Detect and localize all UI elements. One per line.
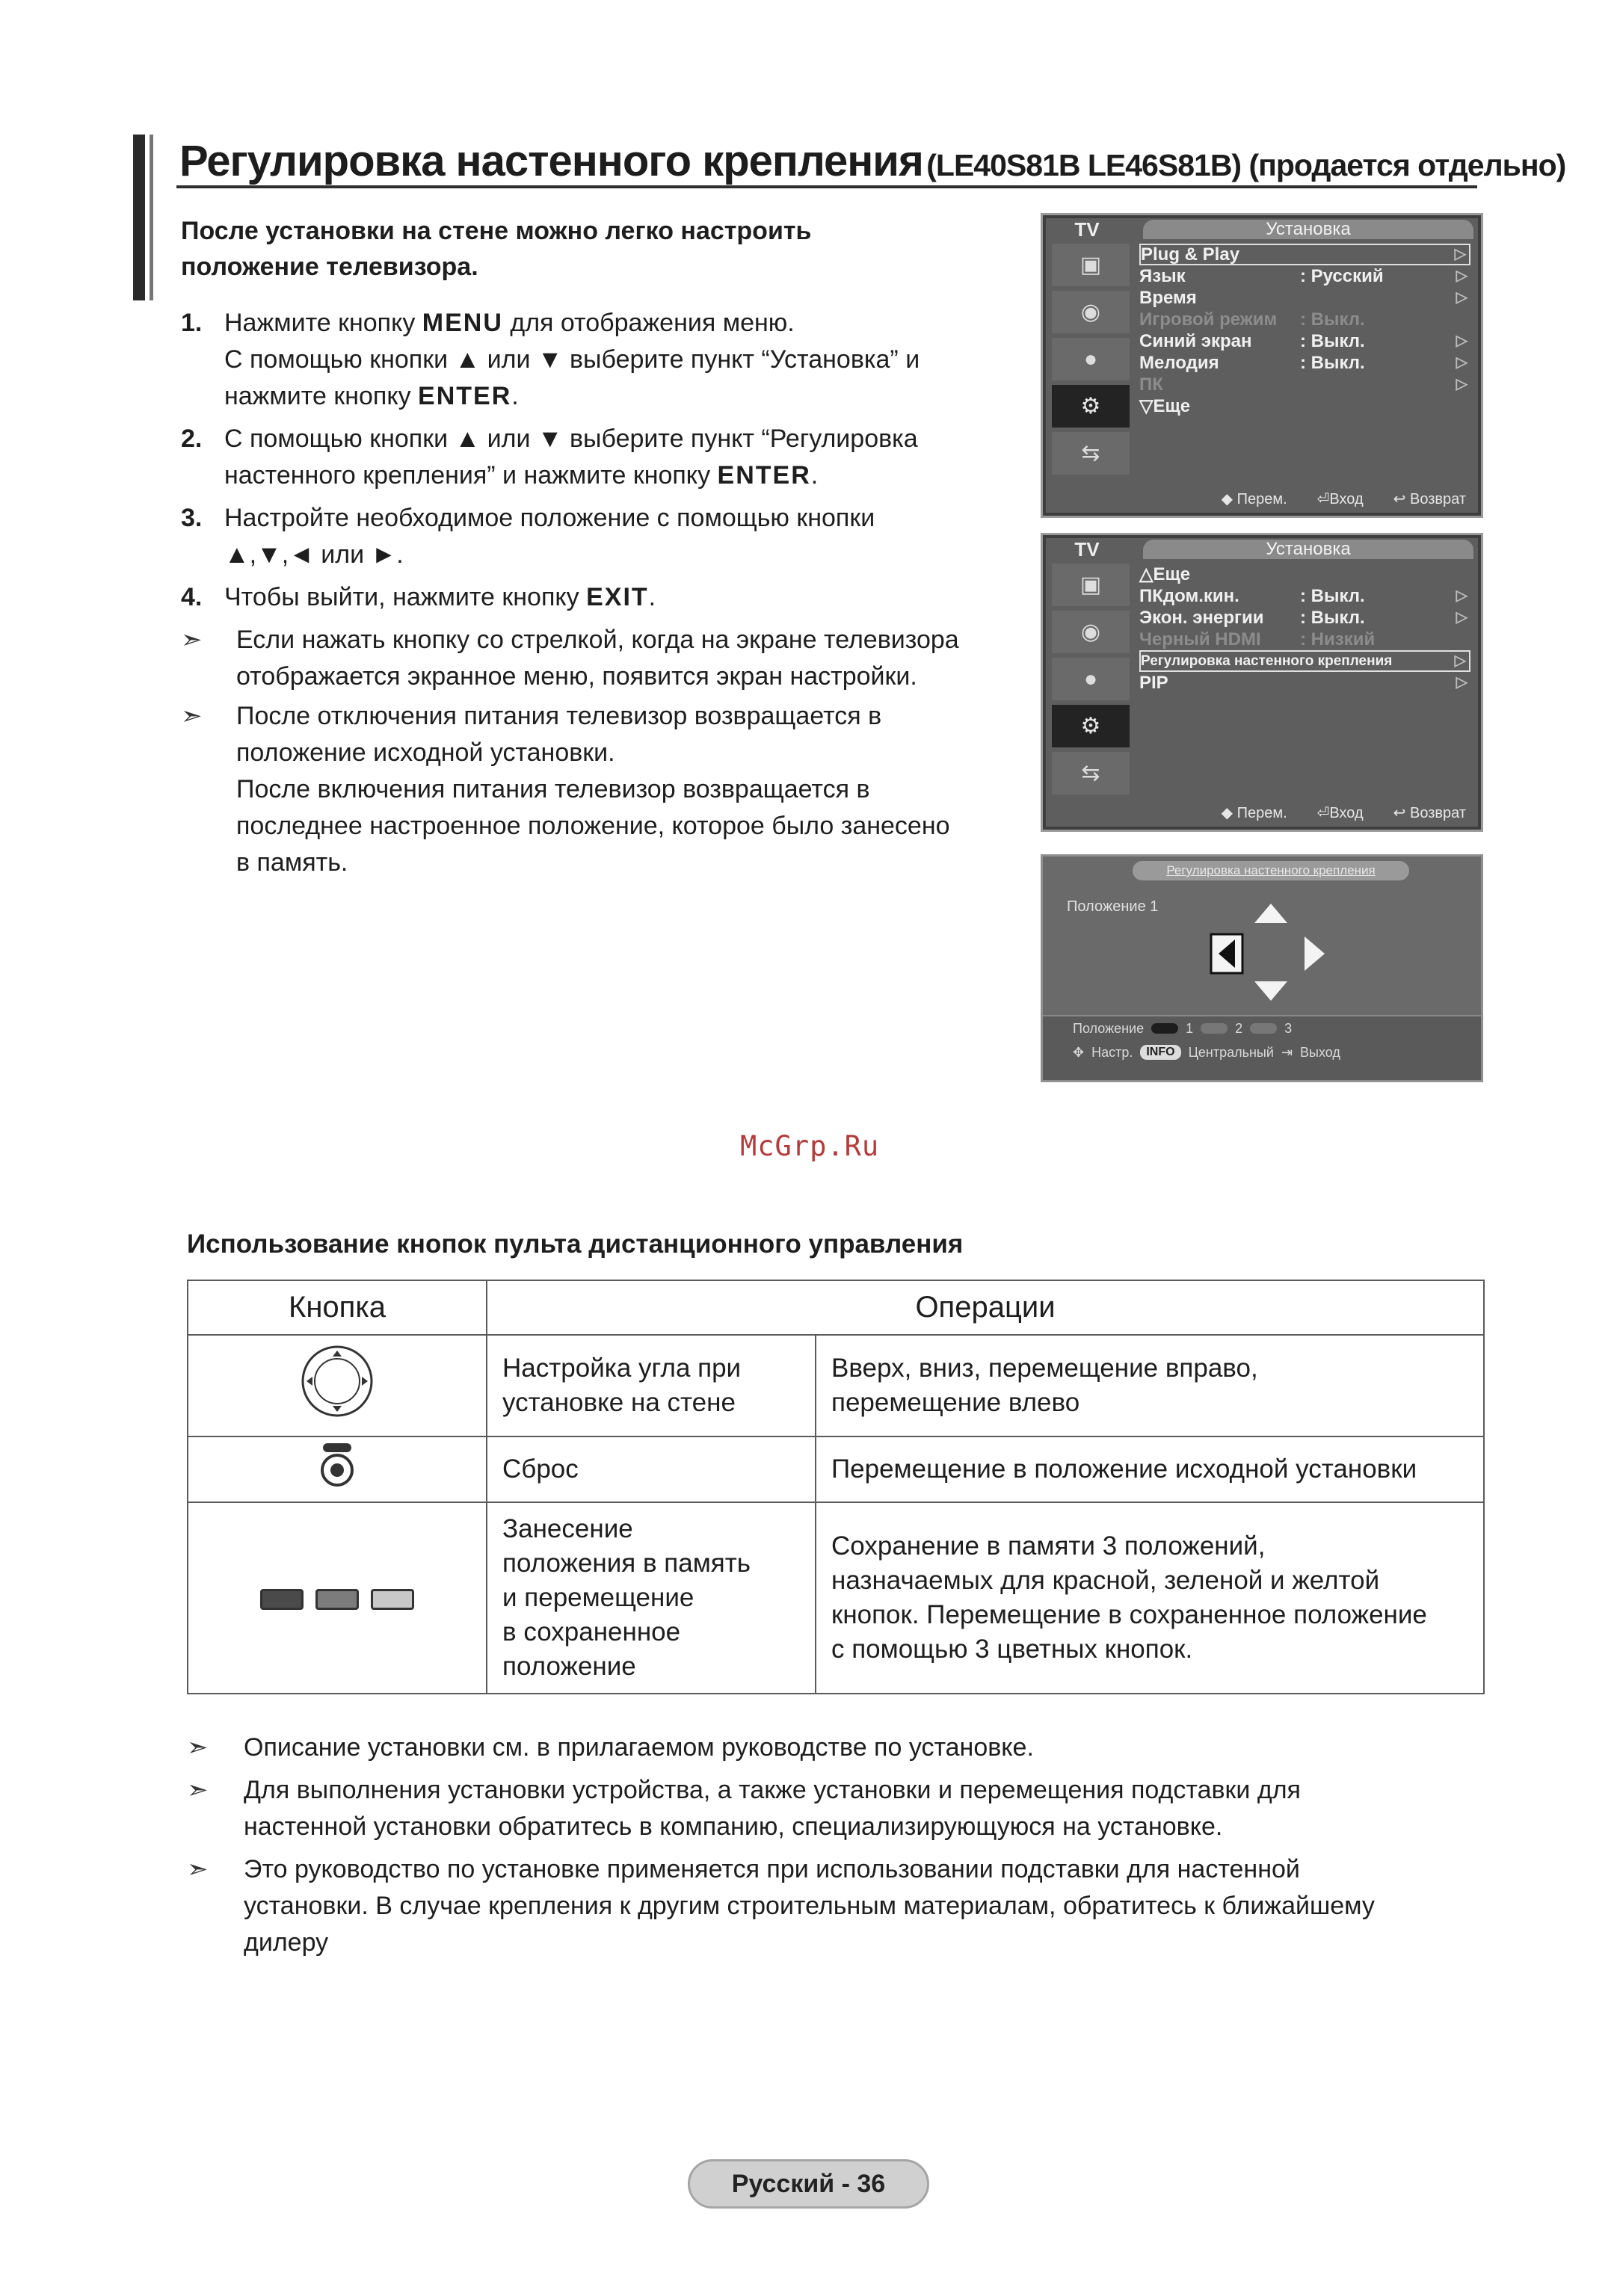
table-row	[188, 1436, 1484, 1502]
note-arrow-icon: ➣	[187, 1776, 209, 1804]
osd-item-pip[interactable]: PIP ▷	[1139, 673, 1467, 693]
red-button-icon	[260, 1589, 304, 1610]
table-cell-description: Сохранение в памяти 3 положений, назначаемых для красной, зеленой и желтой кнопок. Перемещение в сохраненное положение с помощью 3 цветных кнопок.	[816, 1502, 1484, 1694]
setup-icon[interactable]: ⚙	[1052, 385, 1130, 428]
reset-button-icon	[318, 1442, 356, 1488]
note-arrow-icon: ➣	[187, 1733, 209, 1762]
osd-item-time[interactable]: Время ▷	[1139, 288, 1467, 308]
note-text: последнее настроенное положение, которое было занесено	[236, 812, 950, 840]
table-cell-operation: Сброс	[487, 1436, 816, 1502]
step-text: настенного крепления” и нажмите кнопку	[224, 461, 718, 490]
enter-key-label: ENTER	[717, 461, 811, 490]
osd-back-hint: ↩ Возврат	[1393, 490, 1466, 507]
wm-position-label: Положение 1	[1067, 898, 1159, 915]
page-number-badge: Русский - 36	[688, 2159, 929, 2209]
intro-line: положение телевизора.	[181, 253, 478, 281]
exit-key-label: EXIT	[586, 583, 649, 611]
input-icon[interactable]: ⇆	[1052, 752, 1130, 794]
note-text: положение исходной установки.	[236, 738, 615, 767]
step-number: 1.	[181, 309, 203, 337]
table-cell-button	[188, 1436, 487, 1502]
adjust-icon: ✥	[1073, 1044, 1085, 1060]
step-text: .	[810, 461, 819, 490]
osd-item-energy-saving[interactable]: Экон. энергии : Выкл. ▷	[1139, 608, 1467, 628]
wm-direction-arrows	[1204, 898, 1338, 1010]
position-3-pill	[1250, 1023, 1277, 1034]
table-cell-description: Перемещение в положение исходной установки	[816, 1436, 1484, 1502]
direction-pad-icon	[300, 1344, 375, 1419]
note-text: Если нажать кнопку со стрелкой, когда на экране телевизора	[236, 626, 959, 654]
osd-footer	[1052, 487, 1473, 510]
osd-item-plug-and-play[interactable]: Plug & Play ▷	[1139, 244, 1470, 265]
osd-sidebar	[1052, 564, 1130, 797]
remote-buttons-table	[187, 1280, 1485, 1694]
table-title: Использование кнопок пульта дистанционного управления	[187, 1229, 964, 1259]
note-text: отображается экранное меню, появится экран настройки.	[236, 662, 917, 691]
table-cell-operation: Занесение положения в память и перемещение в сохраненное положение	[487, 1502, 816, 1694]
menu-key-label: MENU	[422, 309, 503, 337]
wm-adjust-hint: Настр.	[1091, 1044, 1133, 1060]
step-text: С помощью кнопки ▲ или ▼ выберите пункт “Регулировка	[224, 425, 918, 453]
note-arrow-icon: ➣	[187, 1855, 209, 1883]
exit-icon: ⇥	[1281, 1044, 1293, 1060]
input-icon[interactable]: ⇆	[1052, 432, 1130, 475]
osd-setup-screen-2	[1041, 533, 1483, 832]
table-header-button: Кнопка	[188, 1280, 487, 1335]
osd-back-hint: ↩ Возврат	[1393, 804, 1466, 821]
osd-item-more-up[interactable]: △Еще	[1139, 564, 1191, 584]
step-text: нажмите кнопку	[224, 382, 419, 410]
setup-icon[interactable]: ⚙	[1052, 705, 1130, 747]
osd-item-wall-mount[interactable]: Регулировка настенного крепления ▷	[1139, 650, 1470, 672]
bottom-note: ➣ Описание установки см. в прилагаемом руководстве по установке.	[187, 1729, 1488, 1766]
wm-position-caption: Положение	[1073, 1020, 1145, 1036]
osd-menu-list	[1139, 244, 1470, 417]
arrow-up-icon[interactable]	[1254, 904, 1287, 923]
osd-sidebar	[1052, 244, 1130, 483]
bottom-note: ➣ Для выполнения установки устройства, а также установки и перемещения подставки для настенной установки обратитесь в компанию, специализирующуюся на установке.	[187, 1772, 1488, 1845]
green-button-icon	[315, 1589, 359, 1610]
step-3	[181, 500, 1033, 573]
bottom-notes	[187, 1729, 1488, 1967]
channel-icon[interactable]: ●	[1052, 658, 1130, 700]
page-title-main: Регулировка настенного крепления	[179, 137, 923, 185]
header-accent-bar	[133, 135, 145, 300]
osd-item-language[interactable]: Язык : Русский ▷	[1139, 266, 1467, 286]
note-text: в память.	[236, 848, 348, 877]
osd-item-more[interactable]: ▽Еще	[1139, 396, 1191, 416]
position-1-number: 1	[1186, 1020, 1194, 1036]
table-cell-description: Вверх, вниз, перемещение вправо, перемещение влево	[816, 1335, 1484, 1436]
table-header-operations: Операции	[487, 1280, 1484, 1335]
yellow-button-icon	[371, 1589, 414, 1610]
note-text: После включения питания телевизор возвращается в	[236, 775, 870, 803]
osd-item-game-mode: Игровой режим : Выкл.	[1139, 309, 1365, 330]
note-text: После отключения питания телевизор возвращается в	[236, 702, 882, 730]
osd-enter-hint: ⏎Вход	[1316, 490, 1364, 507]
title-underline	[176, 185, 1477, 188]
enter-key-label: ENTER	[418, 382, 512, 410]
channel-icon[interactable]: ●	[1052, 338, 1130, 380]
wm-bottom-bar	[1043, 1015, 1481, 1080]
sound-icon[interactable]: ◉	[1052, 611, 1130, 653]
wm-center-hint: Центральный	[1188, 1044, 1274, 1060]
osd-header: Установка	[1143, 540, 1473, 559]
bottom-note: ➣ Это руководство по установке применяется при использовании подставки для настенной установки. В случае крепления к другим строительным материалам, обратитесь к ближайшему дилеру	[187, 1851, 1488, 1961]
step-text: Чтобы выйти, нажмите кнопку	[224, 583, 587, 611]
info-button[interactable]: INFO	[1140, 1045, 1180, 1060]
note-osd-arrow	[181, 622, 1033, 695]
osd-menu-list	[1139, 564, 1470, 694]
intro-line: После установки на стене можно легко настроить	[181, 217, 812, 245]
table-row	[188, 1335, 1484, 1436]
arrow-down-icon[interactable]	[1254, 981, 1287, 1001]
header-accent-bar-thin	[150, 135, 153, 300]
picture-icon[interactable]: ▣	[1052, 244, 1130, 286]
osd-item-melody[interactable]: Мелодия : Выкл. ▷	[1139, 353, 1467, 373]
note-arrow-icon: ➣	[181, 702, 203, 730]
step-text: для отображения меню.	[502, 309, 795, 337]
step-text: ▲,▼,◄ или ►.	[224, 540, 404, 569]
step-text: Настройте необходимое положение с помощью кнопки	[224, 504, 875, 532]
osd-item-hdmi-black: Черный HDMI : Низкий	[1139, 629, 1376, 649]
position-3-number: 3	[1284, 1020, 1293, 1036]
step-number: 3.	[181, 504, 203, 532]
osd-item-blue-screen[interactable]: Синий экран : Выкл. ▷	[1139, 331, 1467, 351]
table-cell-operation: Настройка угла при установке на стене	[487, 1335, 816, 1436]
step-2	[181, 421, 1033, 494]
osd-tv-label: TV	[1074, 538, 1100, 561]
page-title	[179, 136, 1566, 186]
watermark-text: McGrp.Ru	[740, 1130, 880, 1162]
step-text: .	[511, 382, 519, 410]
wm-exit-hint: Выход	[1300, 1044, 1340, 1060]
position-1-pill	[1151, 1023, 1178, 1034]
table-cell-button	[188, 1335, 487, 1436]
osd-setup-screen-1	[1041, 213, 1483, 518]
osd-item-home-theater-pc[interactable]: ПКдом.кин. : Выкл. ▷	[1139, 586, 1467, 606]
step-number: 4.	[181, 583, 203, 611]
osd-move-hint: ◆ Перем.	[1221, 490, 1287, 507]
osd-header: Установка	[1143, 220, 1473, 239]
table-cell-button	[188, 1502, 487, 1694]
wm-header: Регулировка настенного крепления	[1133, 861, 1409, 880]
osd-enter-hint: ⏎Вход	[1316, 804, 1364, 821]
wall-mount-adjust-screen	[1041, 854, 1483, 1082]
step-text: С помощью кнопки ▲ или ▼ выберите пункт “Установка” и	[224, 345, 920, 374]
osd-move-hint: ◆ Перем.	[1221, 804, 1287, 821]
step-text: .	[648, 583, 656, 611]
osd-item-pc: ПК ▷	[1139, 374, 1467, 395]
arrow-right-icon[interactable]	[1305, 936, 1325, 971]
step-4	[181, 579, 1033, 616]
picture-icon[interactable]: ▣	[1052, 564, 1130, 606]
step-number: 2.	[181, 425, 203, 453]
step-1	[181, 305, 1033, 415]
sound-icon[interactable]: ◉	[1052, 291, 1130, 333]
position-2-number: 2	[1235, 1020, 1243, 1036]
intro-text	[181, 213, 988, 285]
osd-footer	[1052, 801, 1473, 824]
step-text: Нажмите кнопку	[224, 309, 422, 337]
page-title-sub: (LE40S81B LE46S81B) (продается отдельно)	[926, 148, 1566, 182]
table-row	[188, 1502, 1484, 1694]
note-arrow-icon: ➣	[181, 626, 203, 654]
note-power	[181, 698, 1033, 881]
instruction-steps	[181, 305, 1033, 884]
position-2-pill	[1201, 1023, 1228, 1034]
osd-tv-label: TV	[1074, 218, 1100, 241]
